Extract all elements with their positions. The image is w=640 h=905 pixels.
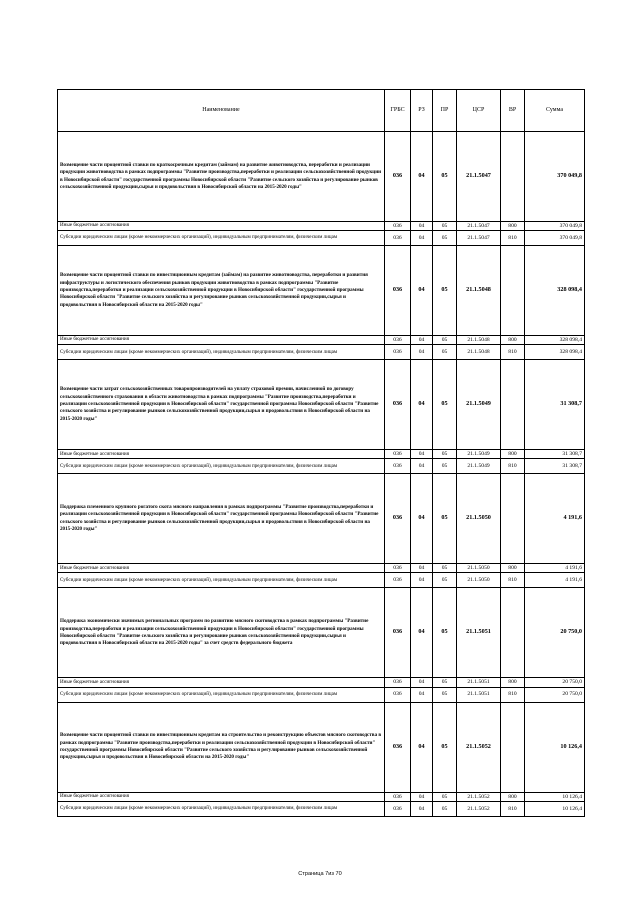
row-name-cell: Возмещение части затрат сельскохозяйственных товаропроизводителей на уплату страховой премии, начисленной по договору сельскохозяйственного страхования в области животноводства в рамках подпрограммы "Развитие производства,переработки и реализации сельскохозяйственной продукции в Новосибирской области" государственной программы Новосибирской области "Развитие сельского хозяйства и регулирование рынков сельскохозяйственной продукции,сырья и продовольствия в Новосибирской области на 2015-2020 годы" [58, 360, 385, 450]
table-header-row [58, 90, 585, 132]
row-pr-cell: 05 [433, 345, 457, 360]
row-grbs-cell: 036 [385, 360, 411, 450]
col-header-grbs: ГРБС [385, 90, 411, 132]
row-grbs-cell: 036 [385, 564, 411, 573]
row-grbs-cell: 036 [385, 573, 411, 588]
row-sum-cell: 370 049,8 [525, 222, 585, 231]
table-row-expense [58, 459, 585, 474]
row-rz-cell: 04 [411, 345, 433, 360]
col-header-rz: РЗ [411, 90, 433, 132]
row-sum-cell: 4 191,6 [525, 564, 585, 573]
row-name-cell: Субсидии юридическим лицам (кроме некоммерческих организаций), индивидуальным предпринимателям, физическим лицам [58, 345, 385, 360]
row-grbs-cell: 036 [385, 687, 411, 702]
row-rz-cell: 04 [411, 336, 433, 345]
row-name-cell: Субсидии юридическим лицам (кроме некоммерческих организаций), индивидуальным предпринимателям, физическим лицам [58, 573, 385, 588]
row-csr-cell: 21.1.5052 [457, 792, 501, 801]
row-csr-cell: 21.1.5051 [457, 678, 501, 687]
row-name-cell: Субсидии юридическим лицам (кроме некоммерческих организаций), индивидуальным предпринимателям, физическим лицам [58, 231, 385, 246]
row-pr-cell: 05 [433, 474, 457, 564]
row-pr-cell: 05 [433, 801, 457, 816]
table-row-expense [58, 564, 585, 573]
row-csr-cell: 21.1.5049 [457, 450, 501, 459]
row-name-cell: Иные бюджетные ассигнования [58, 678, 385, 687]
row-name-cell: Возмещение части процентной ставки по краткосрочным кредитам (займам) на развитие животноводства, переработки и реализации продукции животноводства в рамках подпрограммы "Развитие производства,переработки и реализации сельскохозяйственной продукции в Новосибирской области" государственной программы Новосибирской области "Развитие сельского хозяйства и регулирование рынков сельскохозяйственной продукции,сырья и продовольствия в Новосибирской области на 2015-2020 годы" [58, 132, 385, 222]
page-number: Страница 7из 70 [298, 871, 342, 877]
row-sum-cell: 370 049,8 [525, 132, 585, 222]
row-pr-cell: 05 [433, 459, 457, 474]
row-name-cell: Иные бюджетные ассигнования [58, 336, 385, 345]
row-csr-cell: 21.1.5050 [457, 573, 501, 588]
table-row-program [58, 132, 585, 222]
row-name-cell: Иные бюджетные ассигнования [58, 792, 385, 801]
row-csr-cell: 21.1.5048 [457, 246, 501, 336]
row-rz-cell: 04 [411, 222, 433, 231]
row-grbs-cell: 036 [385, 678, 411, 687]
row-rz-cell: 04 [411, 132, 433, 222]
row-pr-cell: 05 [433, 222, 457, 231]
row-pr-cell: 05 [433, 678, 457, 687]
row-name-cell: Иные бюджетные ассигнования [58, 450, 385, 459]
row-rz-cell: 04 [411, 801, 433, 816]
row-sum-cell: 20 750,0 [525, 687, 585, 702]
row-vr-cell: 800 [501, 222, 525, 231]
row-vr-cell: 800 [501, 336, 525, 345]
row-rz-cell: 04 [411, 231, 433, 246]
row-vr-cell: 800 [501, 450, 525, 459]
table-row-expense [58, 345, 585, 360]
row-sum-cell: 31 308,7 [525, 459, 585, 474]
row-sum-cell: 10 126,4 [525, 702, 585, 792]
row-grbs-cell: 036 [385, 345, 411, 360]
row-vr-cell: 810 [501, 459, 525, 474]
row-csr-cell: 21.1.5051 [457, 687, 501, 702]
row-csr-cell: 21.1.5052 [457, 801, 501, 816]
row-rz-cell: 04 [411, 564, 433, 573]
row-pr-cell: 05 [433, 687, 457, 702]
row-pr-cell: 05 [433, 588, 457, 678]
row-name-cell: Возмещение части процентной ставки по инвестиционным кредитам (займам) на развитие животноводства, переработки и развития инфраструктуры и логистического обеспечения рынков продукции животноводства в рамках подпрограммы "Развитие производства,переработки и реализации сельскохозяйственной продукции в Новосибирской области" государственной программы Новосибирской области "Развитие сельского хозяйства и регулирование рынков сельскохозяйственной продукции,сырья и продовольствия в Новосибирской области на 2015-2020 годы" [58, 246, 385, 336]
row-pr-cell: 05 [433, 573, 457, 588]
row-pr-cell: 05 [433, 246, 457, 336]
row-sum-cell: 31 308,7 [525, 450, 585, 459]
row-rz-cell: 04 [411, 450, 433, 459]
row-rz-cell: 04 [411, 588, 433, 678]
row-rz-cell: 04 [411, 459, 433, 474]
row-grbs-cell: 036 [385, 801, 411, 816]
row-grbs-cell: 036 [385, 222, 411, 231]
row-vr-cell: 810 [501, 801, 525, 816]
row-pr-cell: 05 [433, 564, 457, 573]
row-name-cell: Субсидии юридическим лицам (кроме некоммерческих организаций), индивидуальным предпринимателям, физическим лицам [58, 801, 385, 816]
row-pr-cell: 05 [433, 702, 457, 792]
row-sum-cell: 328 098,4 [525, 246, 585, 336]
row-grbs-cell: 036 [385, 474, 411, 564]
row-pr-cell: 05 [433, 132, 457, 222]
row-csr-cell: 21.1.5047 [457, 132, 501, 222]
row-grbs-cell: 036 [385, 231, 411, 246]
row-csr-cell: 21.1.5052 [457, 702, 501, 792]
table-row-expense [58, 678, 585, 687]
row-csr-cell: 21.1.5049 [457, 360, 501, 450]
row-vr-cell: 800 [501, 792, 525, 801]
table-row-program [58, 474, 585, 564]
table-row-expense [58, 231, 585, 246]
row-sum-cell: 4 191,6 [525, 474, 585, 564]
table-row-expense [58, 222, 585, 231]
row-grbs-cell: 036 [385, 459, 411, 474]
table-row-expense [58, 792, 585, 801]
table-row-program [58, 246, 585, 336]
budget-table [57, 89, 585, 817]
row-pr-cell: 05 [433, 231, 457, 246]
row-name-cell: Субсидии юридическим лицам (кроме некоммерческих организаций), индивидуальным предпринимателям, физическим лицам [58, 687, 385, 702]
row-csr-cell: 21.1.5048 [457, 345, 501, 360]
col-header-pr: ПР [433, 90, 457, 132]
row-vr-cell: 810 [501, 345, 525, 360]
row-grbs-cell: 036 [385, 702, 411, 792]
col-header-csr: ЦСР [457, 90, 501, 132]
row-vr-cell: 800 [501, 564, 525, 573]
row-vr-cell: 800 [501, 678, 525, 687]
row-rz-cell: 04 [411, 687, 433, 702]
row-sum-cell: 31 308,7 [525, 360, 585, 450]
row-rz-cell: 04 [411, 474, 433, 564]
row-vr-cell [501, 588, 525, 678]
row-sum-cell: 328 098,4 [525, 345, 585, 360]
row-csr-cell: 21.1.5050 [457, 564, 501, 573]
row-pr-cell: 05 [433, 792, 457, 801]
row-name-cell: Поддержка экономически значимых региональных программ по развитию мясного скотоводства в рамках подпрограммы "Развитие производства,переработки и реализации сельскохозяйственной продукции в Новосибирской области" государственной программы Новосибирской области "Развитие сельского хозяйства и регулирование рынков сельскохозяйственной продукции,сырья и продовольствия в Новосибирской области на 2015-2020 годы" за счет средств федерального бюджета [58, 588, 385, 678]
row-vr-cell: 810 [501, 687, 525, 702]
row-csr-cell: 21.1.5050 [457, 474, 501, 564]
row-sum-cell: 4 191,6 [525, 573, 585, 588]
row-rz-cell: 04 [411, 246, 433, 336]
row-rz-cell: 04 [411, 702, 433, 792]
row-grbs-cell: 036 [385, 450, 411, 459]
row-vr-cell [501, 474, 525, 564]
row-sum-cell: 10 126,4 [525, 792, 585, 801]
row-pr-cell: 05 [433, 336, 457, 345]
table-row-expense [58, 687, 585, 702]
row-sum-cell: 20 750,0 [525, 678, 585, 687]
row-csr-cell: 21.1.5049 [457, 459, 501, 474]
row-rz-cell: 04 [411, 573, 433, 588]
table-row-expense [58, 801, 585, 816]
row-grbs-cell: 036 [385, 246, 411, 336]
row-csr-cell: 21.1.5048 [457, 336, 501, 345]
table-row-program [58, 360, 585, 450]
col-header-vr: ВР [501, 90, 525, 132]
table-row-expense [58, 336, 585, 345]
row-vr-cell [501, 702, 525, 792]
row-vr-cell: 810 [501, 231, 525, 246]
row-sum-cell: 328 098,4 [525, 336, 585, 345]
table-row-expense [58, 573, 585, 588]
row-name-cell: Возмещение части процентной ставки по инвестиционным кредитам на строительство и реконструкцию объектов мясного скотоводства в рамках подпрограммы "Развитие производства,переработки и реализации сельскохозяйственной продукции в Новосибирской области" государственной программы Новосибирской области "Развитие сельского хозяйства и регулирование рынков сельскохозяйственной продукции,сырья и продовольствия в Новосибирской области на 2015-2020 годы" [58, 702, 385, 792]
row-sum-cell: 10 126,4 [525, 801, 585, 816]
row-rz-cell: 04 [411, 360, 433, 450]
row-vr-cell [501, 360, 525, 450]
col-header-name: Наименование [58, 90, 385, 132]
row-name-cell: Иные бюджетные ассигнования [58, 222, 385, 231]
row-rz-cell: 04 [411, 792, 433, 801]
row-grbs-cell: 036 [385, 792, 411, 801]
row-rz-cell: 04 [411, 678, 433, 687]
row-pr-cell: 05 [433, 360, 457, 450]
row-grbs-cell: 036 [385, 336, 411, 345]
table-row-expense [58, 450, 585, 459]
row-grbs-cell: 036 [385, 132, 411, 222]
row-vr-cell [501, 246, 525, 336]
table-row-program [58, 588, 585, 678]
table-body [58, 132, 585, 817]
row-sum-cell: 20 750,0 [525, 588, 585, 678]
row-name-cell: Поддержка племенного крупного рогатого скота мясного направления в рамках подпрограммы "Развитие производства,переработки и реализации сельскохозяйственной продукции в Новосибирской области" государственной программы Новосибирской области "Развитие сельского хозяйства и регулирование рынков сельскохозяйственной продукции,сырья и продовольствия в Новосибирской области на 2015-2020 годы" [58, 474, 385, 564]
row-sum-cell: 370 049,8 [525, 231, 585, 246]
row-pr-cell: 05 [433, 450, 457, 459]
row-grbs-cell: 036 [385, 588, 411, 678]
row-csr-cell: 21.1.5051 [457, 588, 501, 678]
row-name-cell: Иные бюджетные ассигнования [58, 564, 385, 573]
col-header-sum: Сумма [525, 90, 585, 132]
row-csr-cell: 21.1.5047 [457, 222, 501, 231]
table-row-program [58, 702, 585, 792]
row-vr-cell: 810 [501, 573, 525, 588]
row-csr-cell: 21.1.5047 [457, 231, 501, 246]
row-vr-cell [501, 132, 525, 222]
row-name-cell: Субсидии юридическим лицам (кроме некоммерческих организаций), индивидуальным предпринимателям, физическим лицам [58, 459, 385, 474]
